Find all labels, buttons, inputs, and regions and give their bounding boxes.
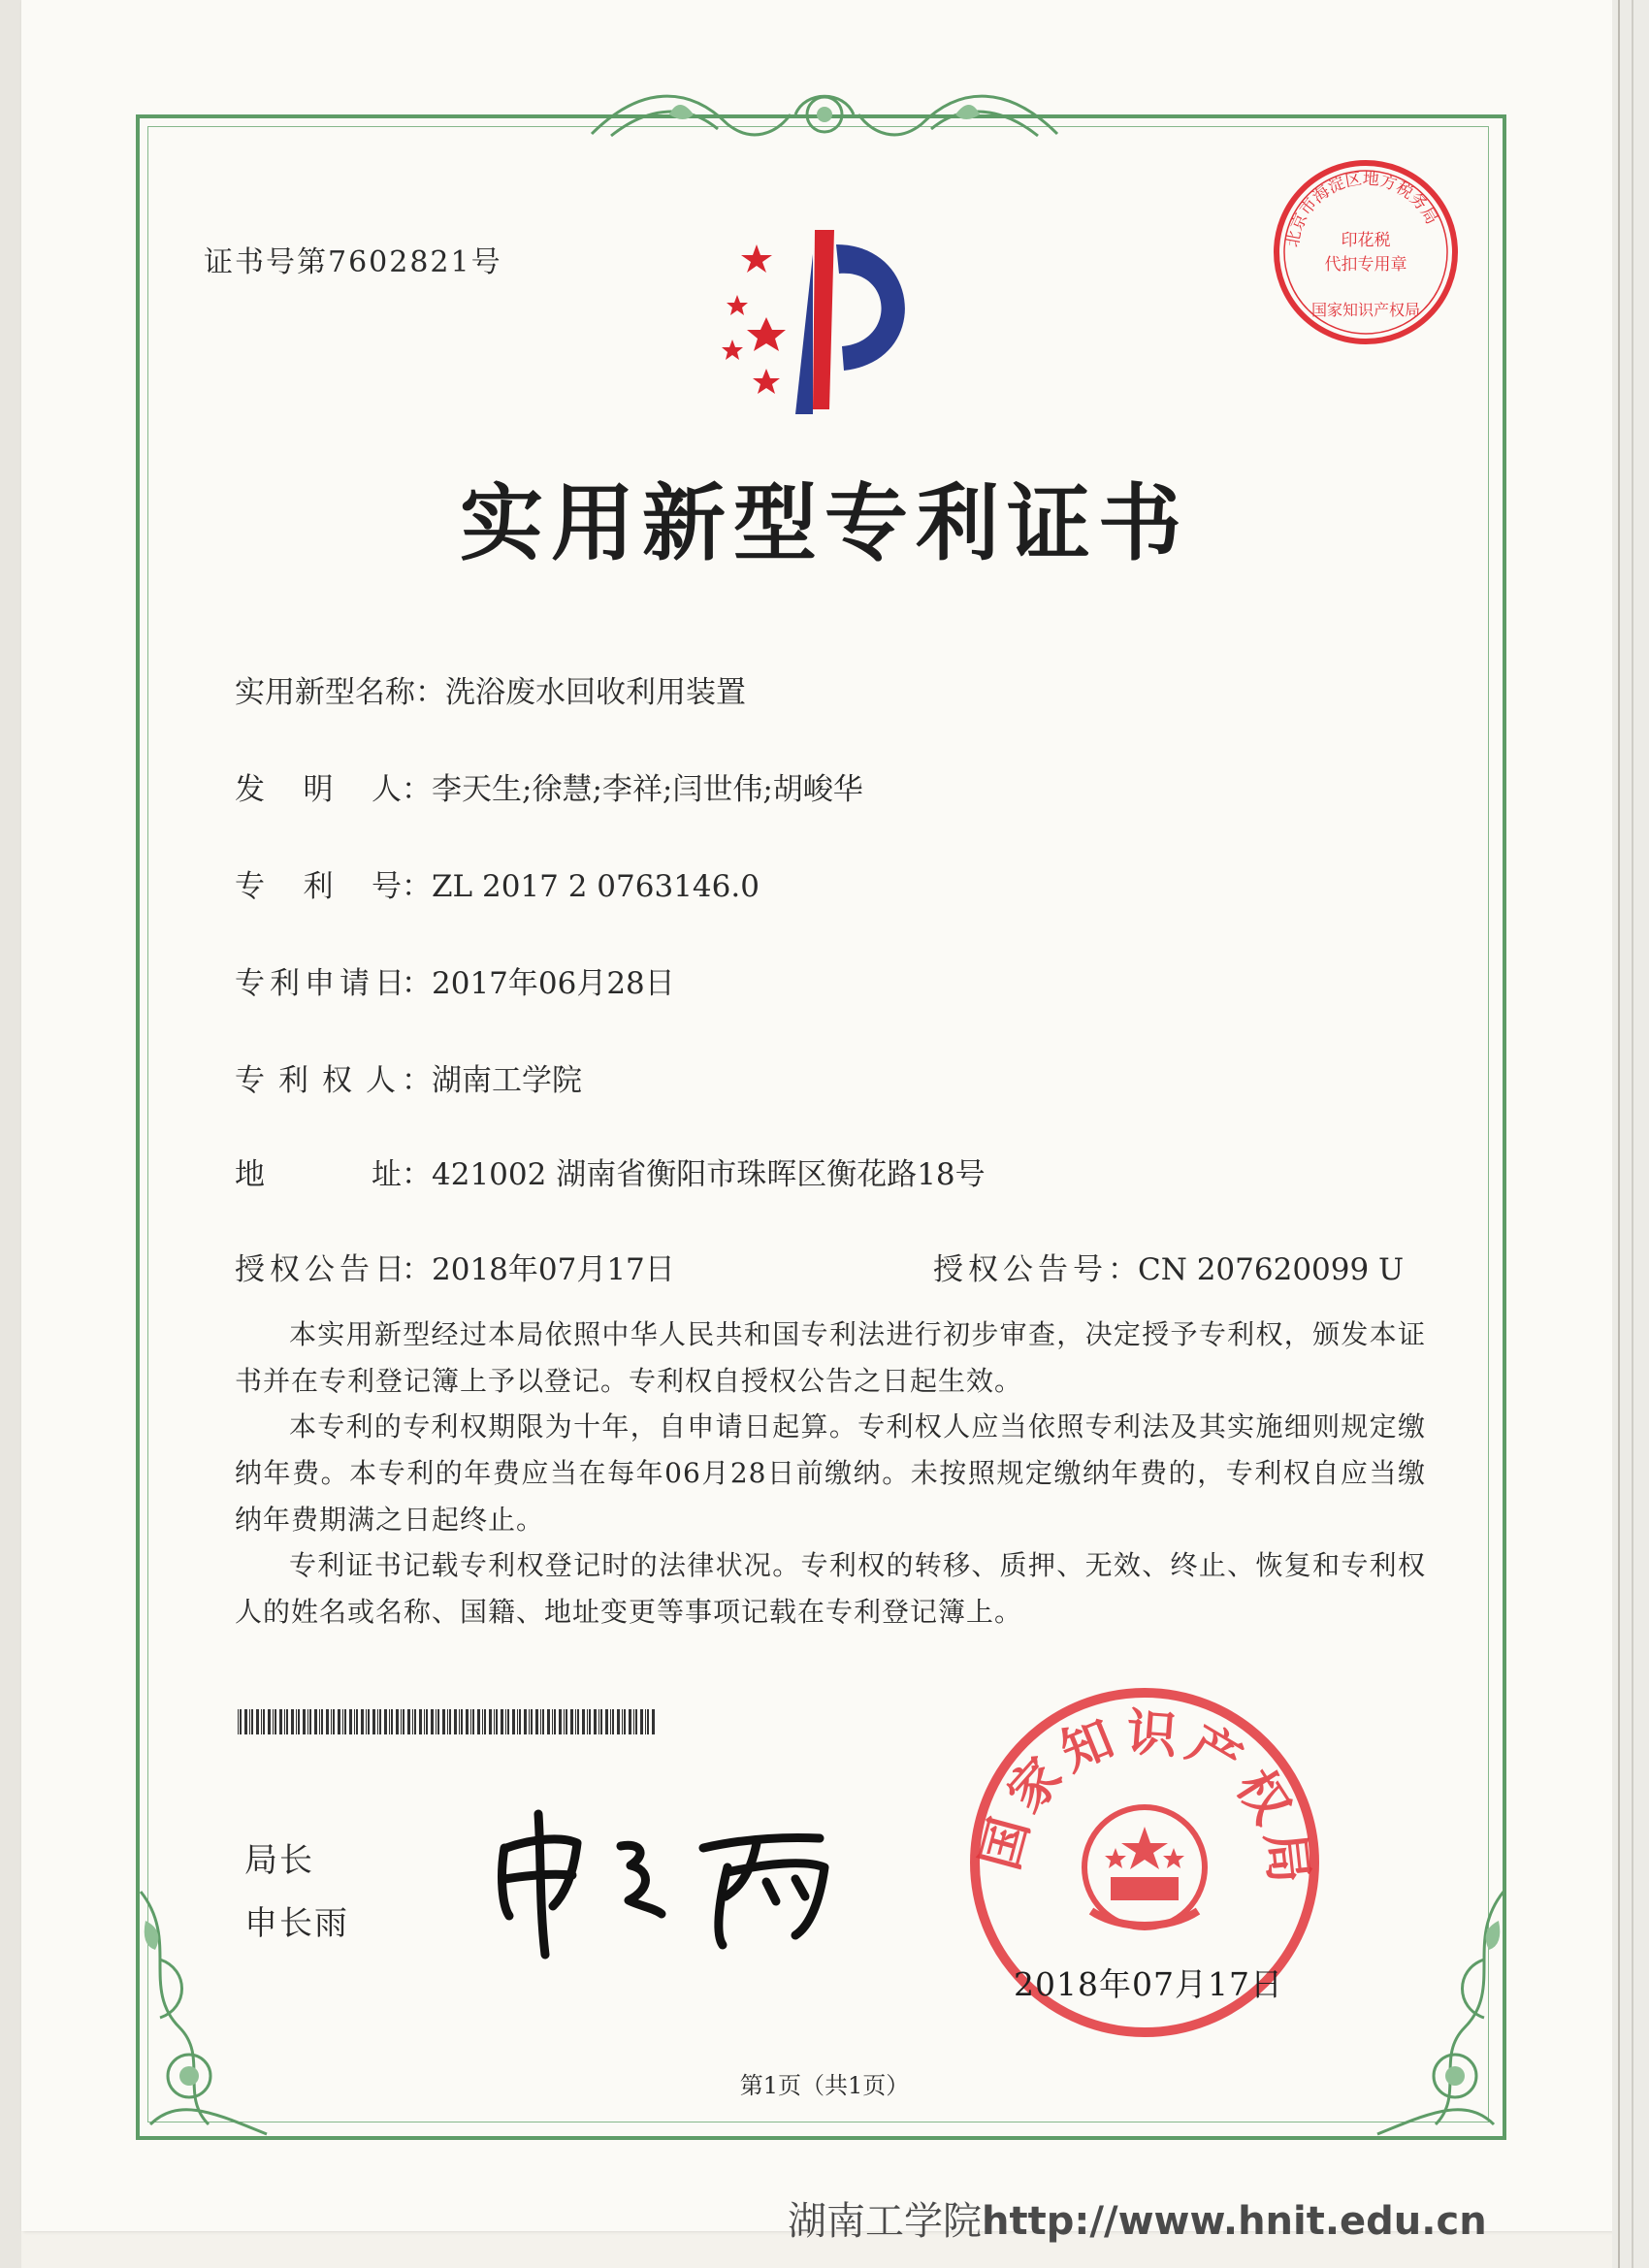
barcode-bar xyxy=(484,1709,486,1734)
cnipa-logo-icon xyxy=(698,225,941,419)
field-label: 授权公告号 xyxy=(933,1252,1108,1287)
barcode-bar xyxy=(496,1709,498,1734)
barcode-bar xyxy=(547,1709,550,1734)
barcode-bar xyxy=(633,1709,634,1734)
barcode-bar xyxy=(598,1709,599,1734)
barcode-bar xyxy=(284,1709,285,1734)
barcode-bar xyxy=(273,1709,274,1734)
field-label xyxy=(235,764,402,808)
barcode-bar xyxy=(575,1709,576,1734)
barcode xyxy=(238,1709,657,1734)
footer-school: 湖南工学院 xyxy=(788,2199,982,2244)
paragraph-3: 专利证书记载专利权登记时的法律状况。专利权的转移、质押、无效、终止、恢复和专利权人的姓名或名称、国籍、地址变更等事项记载在专利登记簿上。 xyxy=(235,1549,1426,1628)
label-char: 明 xyxy=(303,772,334,807)
barcode-bar xyxy=(482,1709,483,1734)
barcode-bar xyxy=(582,1709,585,1734)
stamp-bottom-text: 国家知识产权局 xyxy=(1310,301,1421,319)
barcode-bar xyxy=(319,1709,320,1734)
barcode-bar xyxy=(554,1709,556,1734)
footer-watermark xyxy=(788,2190,1487,2246)
field-value: 2017年06月28日 xyxy=(432,966,675,1001)
field-colon: ： xyxy=(402,869,432,904)
label-char: 专 xyxy=(235,869,265,904)
barcode-bar xyxy=(535,1709,538,1734)
barcode-bar xyxy=(645,1709,646,1734)
barcode-bar xyxy=(249,1709,250,1734)
barcode-bar xyxy=(412,1709,413,1734)
barcode-bar xyxy=(529,1709,530,1734)
barcode-bar xyxy=(507,1709,509,1734)
barcode-bar xyxy=(361,1709,364,1734)
barcode-bar xyxy=(542,1709,544,1734)
barcode-bar xyxy=(384,1709,387,1734)
barcode-bar xyxy=(372,1709,375,1734)
barcode-bar xyxy=(331,1709,332,1734)
barcode-bar xyxy=(286,1709,288,1734)
field-value: 李天生;徐慧;李祥;闫世伟;胡峻华 xyxy=(432,772,863,807)
barcode-bar xyxy=(531,1709,533,1734)
field-grant-number xyxy=(933,1245,1404,1288)
barcode-bar xyxy=(379,1709,381,1734)
field-value: ZL 2017 2 0763146.0 xyxy=(432,869,760,904)
barcode-bar xyxy=(396,1709,399,1734)
svg-text:国家知识产权局 xyxy=(971,1703,1318,1894)
barcode-bar xyxy=(321,1709,323,1734)
barcode-bar xyxy=(501,1709,503,1734)
barcode-bar xyxy=(454,1709,457,1734)
barcode-bar xyxy=(414,1709,416,1734)
barcode-bar xyxy=(314,1709,317,1734)
barcode-bar xyxy=(342,1709,343,1734)
field-colon: ： xyxy=(402,1252,432,1287)
director-title: 局长 xyxy=(244,1841,314,1880)
barcode-bar xyxy=(377,1709,378,1734)
stamp-outer-text: 北京市海淀区地方税务局 xyxy=(1282,169,1441,249)
field-colon: ： xyxy=(402,966,432,1001)
label-char: 人 xyxy=(372,772,402,807)
scan-edge-right xyxy=(1612,0,1649,2268)
barcode-bar xyxy=(326,1709,329,1734)
barcode-bar xyxy=(470,1709,471,1734)
tax-stamp xyxy=(1269,155,1463,349)
seal-date: 2018年07月17日 xyxy=(1014,1965,1283,2003)
barcode-bar xyxy=(419,1709,422,1734)
barcode-bar xyxy=(652,1709,655,1734)
barcode-bar xyxy=(403,1709,404,1734)
barcode-bar xyxy=(256,1709,259,1734)
barcode-bar xyxy=(624,1709,626,1734)
certificate-number: 证书号第7602821号 xyxy=(204,245,502,279)
certificate-title: 实用新型专利证书 xyxy=(460,475,1189,572)
barcode-bar xyxy=(617,1709,620,1734)
barcode-bar xyxy=(540,1709,541,1734)
field-value: 2018年07月17日 xyxy=(432,1252,675,1287)
barcode-bar xyxy=(303,1709,306,1734)
barcode-bar xyxy=(407,1709,410,1734)
barcode-bar xyxy=(622,1709,623,1734)
barcode-bar xyxy=(605,1709,608,1734)
field-label: 实用新型名称 xyxy=(235,675,415,710)
field-application-date xyxy=(235,958,675,1002)
label-char: 址 xyxy=(372,1157,402,1192)
field-inventor xyxy=(235,764,863,808)
field-colon: ： xyxy=(402,772,432,807)
barcode-bar xyxy=(368,1709,370,1734)
handwritten-signature xyxy=(485,1799,854,1964)
barcode-bar xyxy=(261,1709,262,1734)
barcode-bar xyxy=(298,1709,300,1734)
barcode-bar xyxy=(489,1709,492,1734)
paragraph-1: 本实用新型经过本局依照中华人民共和国专利法进行初步审查，决定授予专利权，颁发本证书并在专利登记簿上予以登记。专利权自授权公告之日起生效。 xyxy=(235,1318,1426,1397)
field-grant-date xyxy=(235,1245,675,1288)
director-name: 申长雨 xyxy=(244,1904,349,1943)
barcode-bar xyxy=(442,1709,445,1734)
field-label: 授权公告日 xyxy=(235,1252,409,1287)
barcode-bar xyxy=(640,1709,643,1734)
field-colon: ： xyxy=(402,1157,432,1192)
field-colon: ： xyxy=(415,675,445,710)
barcode-bar xyxy=(437,1709,439,1734)
scan-edge-left xyxy=(0,0,21,2268)
barcode-bar xyxy=(517,1709,518,1734)
corner-ornament-bottom-right xyxy=(1348,1882,1523,2154)
barcode-bar xyxy=(635,1709,637,1734)
footer-url[interactable]: http://www.hnit.edu.cn xyxy=(982,2199,1487,2244)
barcode-bar xyxy=(564,1709,565,1734)
barcode-bar xyxy=(349,1709,352,1734)
barcode-bar xyxy=(519,1709,521,1734)
page-number: 第1页（共1页） xyxy=(739,2072,910,2099)
barcode-bar xyxy=(296,1709,297,1734)
barcode-bar xyxy=(477,1709,480,1734)
barcode-bar xyxy=(263,1709,265,1734)
barcode-bar xyxy=(559,1709,562,1734)
field-patentee xyxy=(235,1055,582,1099)
barcode-bar xyxy=(309,1709,311,1734)
stamp-inner-text-1: 印花税 xyxy=(1341,231,1391,250)
barcode-bar xyxy=(512,1709,515,1734)
barcode-bar xyxy=(459,1709,460,1734)
barcode-bar xyxy=(472,1709,474,1734)
barcode-bar xyxy=(279,1709,282,1734)
barcode-bar xyxy=(268,1709,271,1734)
label-char: 利 xyxy=(303,869,334,904)
barcode-bar xyxy=(524,1709,527,1734)
field-utility-model-name xyxy=(235,667,746,711)
field-colon: ： xyxy=(1108,1252,1138,1287)
barcode-bar xyxy=(307,1709,308,1734)
field-value: CN 207620099 U xyxy=(1138,1252,1405,1287)
field-label xyxy=(235,861,402,905)
barcode-bar xyxy=(552,1709,553,1734)
field-patent-number xyxy=(235,861,760,905)
barcode-bar xyxy=(449,1709,451,1734)
barcode-bar xyxy=(629,1709,631,1734)
barcode-bar xyxy=(600,1709,602,1734)
paragraph-2: 本专利的专利权期限为十年，自申请日起算。专利权人应当依照专利法及其实施细则规定缴纳年费。本专利的年费应当在每年06月28日前缴纳。未按照规定缴纳年费的，专利权自应当缴纳年费期满之日起终止。 xyxy=(235,1410,1426,1536)
barcode-bar xyxy=(426,1709,428,1734)
barcode-bar xyxy=(494,1709,495,1734)
barcode-bar xyxy=(238,1709,239,1734)
barcode-bar xyxy=(587,1709,588,1734)
barcode-bar xyxy=(647,1709,649,1734)
barcode-bar xyxy=(424,1709,425,1734)
label-char: 地 xyxy=(235,1157,265,1192)
label-char: 号 xyxy=(372,869,402,904)
barcode-bar xyxy=(240,1709,242,1734)
field-colon: ： xyxy=(402,1063,432,1098)
barcode-bar xyxy=(291,1709,294,1734)
field-value: 洗浴废水回收利用装置 xyxy=(445,675,746,710)
barcode-bar xyxy=(356,1709,358,1734)
barcode-bar xyxy=(447,1709,448,1734)
seal-text: 国家知识产权局 xyxy=(971,1703,1319,1895)
barcode-bar xyxy=(401,1709,402,1734)
field-label: 专利申请日 xyxy=(235,966,409,1001)
barcode-bar xyxy=(594,1709,597,1734)
barcode-bar xyxy=(466,1709,469,1734)
field-label: 专利权人 xyxy=(235,1063,409,1098)
barcode-bar xyxy=(344,1709,346,1734)
barcode-bar xyxy=(333,1709,335,1734)
field-value: 湖南工学院 xyxy=(432,1063,582,1098)
barcode-bar xyxy=(391,1709,393,1734)
barcode-bar xyxy=(566,1709,567,1734)
barcode-bar xyxy=(389,1709,390,1734)
field-label xyxy=(235,1150,402,1193)
barcode-bar xyxy=(244,1709,247,1734)
top-ornament xyxy=(582,76,1067,163)
barcode-bar xyxy=(431,1709,434,1734)
barcode-bar xyxy=(338,1709,340,1734)
barcode-bar xyxy=(577,1709,579,1734)
barcode-bar xyxy=(570,1709,573,1734)
barcode-bar xyxy=(610,1709,611,1734)
barcode-bar xyxy=(354,1709,355,1734)
label-char: 发 xyxy=(235,772,265,807)
barcode-bar xyxy=(366,1709,367,1734)
barcode-bar xyxy=(461,1709,463,1734)
field-value: 421002 湖南省衡阳市珠晖区衡花路18号 xyxy=(432,1157,986,1192)
barcode-bar xyxy=(612,1709,614,1734)
barcode-bar xyxy=(275,1709,276,1734)
barcode-bar xyxy=(505,1709,506,1734)
stamp-inner-text-2: 代扣专用章 xyxy=(1324,255,1407,275)
barcode-bar xyxy=(589,1709,591,1734)
barcode-bar xyxy=(251,1709,253,1734)
field-address xyxy=(235,1150,986,1193)
